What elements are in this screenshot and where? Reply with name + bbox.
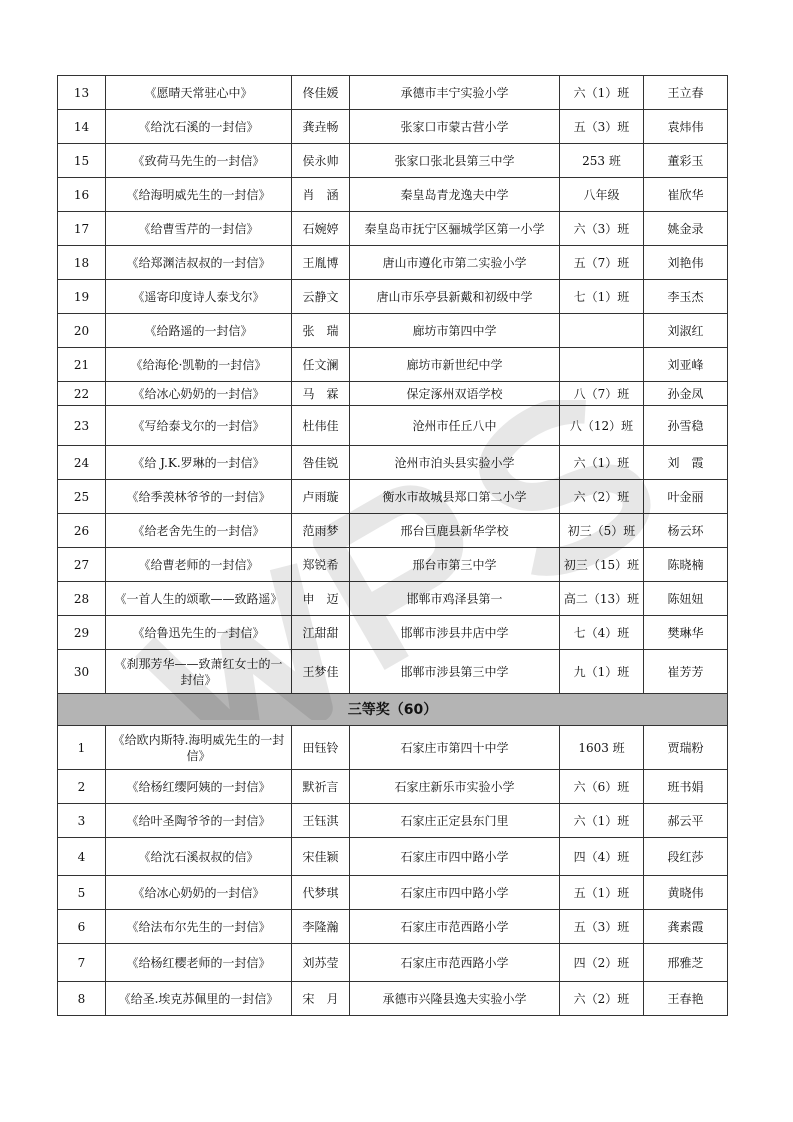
cell-name: 默祈言 (292, 770, 350, 804)
table-row (58, 280, 728, 314)
cell-title: 《给圣.埃克苏佩里的一封信》 (106, 982, 292, 1016)
cell-class: 七（4）班 (560, 616, 644, 650)
cell-no: 21 (58, 348, 106, 382)
table-row (58, 110, 728, 144)
cell-title: 《给季羡林爷爷的一封信》 (106, 480, 292, 514)
award-table (57, 75, 728, 1016)
cell-name: 马 霖 (292, 382, 350, 406)
cell-name: 肖 涵 (292, 178, 350, 212)
cell-school: 邯郸市涉县第三中学 (350, 650, 560, 694)
cell-no: 4 (58, 838, 106, 876)
cell-class: 六（2）班 (560, 982, 644, 1016)
cell-title: 《给叶圣陶爷爷的一封信》 (106, 804, 292, 838)
cell-name: 侯永帅 (292, 144, 350, 178)
cell-teacher: 崔欣华 (644, 178, 728, 212)
cell-name: 王梦佳 (292, 650, 350, 694)
cell-school: 秦皇岛市抚宁区骊城学区第一小学 (350, 212, 560, 246)
cell-class: 七（1）班 (560, 280, 644, 314)
cell-no: 27 (58, 548, 106, 582)
cell-teacher: 董彩玉 (644, 144, 728, 178)
cell-class: 八年级 (560, 178, 644, 212)
cell-name: 刘苏莹 (292, 944, 350, 982)
cell-title: 《愿晴天常驻心中》 (106, 76, 292, 110)
cell-school: 邯郸市鸡泽县第一 (350, 582, 560, 616)
cell-no: 22 (58, 382, 106, 406)
cell-school: 廊坊市新世纪中学 (350, 348, 560, 382)
cell-name: 宋 月 (292, 982, 350, 1016)
cell-school: 唐山市乐亭县新戴和初级中学 (350, 280, 560, 314)
cell-school: 张家口张北县第三中学 (350, 144, 560, 178)
cell-no: 30 (58, 650, 106, 694)
cell-name: 任文澜 (292, 348, 350, 382)
cell-class: 高二（13）班 (560, 582, 644, 616)
cell-no: 15 (58, 144, 106, 178)
cell-title: 《给海伦·凯勒的一封信》 (106, 348, 292, 382)
cell-school: 沧州市任丘八中 (350, 406, 560, 446)
cell-class: 初三（15）班 (560, 548, 644, 582)
cell-teacher: 樊琳华 (644, 616, 728, 650)
table-row (58, 910, 728, 944)
cell-teacher: 贾瑞粉 (644, 726, 728, 770)
cell-school: 保定涿州双语学校 (350, 382, 560, 406)
table-row (58, 650, 728, 694)
cell-school: 石家庄市范西路小学 (350, 944, 560, 982)
cell-class: 四（4）班 (560, 838, 644, 876)
table-row (58, 876, 728, 910)
cell-name: 王胤博 (292, 246, 350, 280)
cell-class: 初三（5）班 (560, 514, 644, 548)
cell-school: 石家庄新乐市实验小学 (350, 770, 560, 804)
cell-title: 《给海明威先生的一封信》 (106, 178, 292, 212)
cell-class: 八（7）班 (560, 382, 644, 406)
table-row (58, 382, 728, 406)
cell-name: 张 瑞 (292, 314, 350, 348)
cell-title: 《给郑渊洁叔叔的一封信》 (106, 246, 292, 280)
table-row (58, 616, 728, 650)
cell-name: 代梦琪 (292, 876, 350, 910)
cell-title: 《给路遥的一封信》 (106, 314, 292, 348)
cell-title: 《一首人生的颂歌——致路遥》 (106, 582, 292, 616)
cell-title: 《给冰心奶奶的一封信》 (106, 382, 292, 406)
cell-class: 五（1）班 (560, 876, 644, 910)
cell-no: 8 (58, 982, 106, 1016)
cell-teacher: 王春艳 (644, 982, 728, 1016)
table-row (58, 446, 728, 480)
cell-teacher: 袁炜伟 (644, 110, 728, 144)
cell-title: 《给欧内斯特.海明威先生的一封信》 (106, 726, 292, 770)
cell-no: 1 (58, 726, 106, 770)
cell-title: 《写给泰戈尔的一封信》 (106, 406, 292, 446)
cell-teacher: 陈晓楠 (644, 548, 728, 582)
cell-class: 九（1）班 (560, 650, 644, 694)
cell-no: 17 (58, 212, 106, 246)
cell-no: 2 (58, 770, 106, 804)
table-row (58, 982, 728, 1016)
table-row (58, 144, 728, 178)
cell-teacher: 刘艳伟 (644, 246, 728, 280)
table-row (58, 314, 728, 348)
table-row (58, 514, 728, 548)
cell-class (560, 314, 644, 348)
cell-school: 承德市兴隆县逸夫实验小学 (350, 982, 560, 1016)
cell-teacher: 杨云环 (644, 514, 728, 548)
cell-teacher: 陈妞妞 (644, 582, 728, 616)
cell-teacher: 孙雪稳 (644, 406, 728, 446)
table-row (58, 582, 728, 616)
cell-teacher: 王立春 (644, 76, 728, 110)
award-list-page (57, 75, 727, 1016)
cell-teacher: 班书娟 (644, 770, 728, 804)
cell-title: 《给杨红樱老师的一封信》 (106, 944, 292, 982)
cell-teacher: 崔芳芳 (644, 650, 728, 694)
cell-title: 《致荷马先生的一封信》 (106, 144, 292, 178)
cell-name: 石婉婷 (292, 212, 350, 246)
cell-school: 石家庄市四中路小学 (350, 838, 560, 876)
cell-teacher: 黄晓伟 (644, 876, 728, 910)
cell-no: 26 (58, 514, 106, 548)
table-row (58, 348, 728, 382)
table-row (58, 944, 728, 982)
cell-teacher: 姚金录 (644, 212, 728, 246)
cell-name: 范雨梦 (292, 514, 350, 548)
cell-class: 五（3）班 (560, 910, 644, 944)
cell-name: 田钰铃 (292, 726, 350, 770)
cell-school: 秦皇岛青龙逸夫中学 (350, 178, 560, 212)
cell-no: 3 (58, 804, 106, 838)
cell-school: 石家庄市四中路小学 (350, 876, 560, 910)
cell-school: 邯郸市涉县井店中学 (350, 616, 560, 650)
cell-teacher: 刘亚峰 (644, 348, 728, 382)
cell-teacher: 邢雅芝 (644, 944, 728, 982)
cell-name: 李隆瀚 (292, 910, 350, 944)
cell-title: 《刹那芳华——致萧红女士的一封信》 (106, 650, 292, 694)
cell-title: 《给杨红缨阿姨的一封信》 (106, 770, 292, 804)
cell-no: 25 (58, 480, 106, 514)
cell-teacher: 李玉杰 (644, 280, 728, 314)
cell-name: 云静文 (292, 280, 350, 314)
cell-class: 253 班 (560, 144, 644, 178)
cell-class: 八（12）班 (560, 406, 644, 446)
cell-no: 14 (58, 110, 106, 144)
table-row (58, 76, 728, 110)
cell-name: 江甜甜 (292, 616, 350, 650)
cell-title: 《给曹雪芹的一封信》 (106, 212, 292, 246)
section-label: 三等奖（60） (58, 694, 728, 726)
cell-no: 19 (58, 280, 106, 314)
cell-no: 7 (58, 944, 106, 982)
cell-class: 六（1）班 (560, 804, 644, 838)
cell-no: 6 (58, 910, 106, 944)
cell-title: 《给老舍先生的一封信》 (106, 514, 292, 548)
cell-name: 龚垚畅 (292, 110, 350, 144)
cell-name: 卢雨璇 (292, 480, 350, 514)
cell-name: 佟佳媛 (292, 76, 350, 110)
table-row (58, 770, 728, 804)
table-row (58, 548, 728, 582)
cell-teacher: 孙金凤 (644, 382, 728, 406)
table-row (58, 480, 728, 514)
cell-teacher: 叶金丽 (644, 480, 728, 514)
table-row (58, 726, 728, 770)
cell-school: 石家庄市第四十中学 (350, 726, 560, 770)
cell-name: 申 迈 (292, 582, 350, 616)
table-row (58, 246, 728, 280)
cell-title: 《给沈石溪的一封信》 (106, 110, 292, 144)
cell-no: 18 (58, 246, 106, 280)
cell-no: 20 (58, 314, 106, 348)
cell-no: 24 (58, 446, 106, 480)
cell-class: 六（2）班 (560, 480, 644, 514)
cell-no: 28 (58, 582, 106, 616)
cell-name: 王钰淇 (292, 804, 350, 838)
award-table-body (58, 76, 728, 1016)
cell-no: 13 (58, 76, 106, 110)
cell-no: 16 (58, 178, 106, 212)
cell-title: 《给曹老师的一封信》 (106, 548, 292, 582)
table-row (58, 178, 728, 212)
table-row (58, 804, 728, 838)
cell-title: 《给鲁迅先生的一封信》 (106, 616, 292, 650)
cell-title: 《给冰心奶奶的一封信》 (106, 876, 292, 910)
cell-school: 张家口市蒙古营小学 (350, 110, 560, 144)
cell-school: 邢台市第三中学 (350, 548, 560, 582)
cell-teacher: 郝云平 (644, 804, 728, 838)
cell-class: 五（3）班 (560, 110, 644, 144)
cell-class: 1603 班 (560, 726, 644, 770)
cell-school: 石家庄市范西路小学 (350, 910, 560, 944)
cell-school: 沧州市泊头县实验小学 (350, 446, 560, 480)
cell-title: 《给 J.K.罗琳的一封信》 (106, 446, 292, 480)
cell-teacher: 刘 霞 (644, 446, 728, 480)
cell-school: 廊坊市第四中学 (350, 314, 560, 348)
cell-school: 石家庄正定县东门里 (350, 804, 560, 838)
cell-class: 五（7）班 (560, 246, 644, 280)
cell-class: 六（6）班 (560, 770, 644, 804)
table-row (58, 406, 728, 446)
cell-class: 六（1）班 (560, 446, 644, 480)
cell-school: 承德市丰宁实验小学 (350, 76, 560, 110)
table-row (58, 838, 728, 876)
cell-title: 《给沈石溪叔叔的信》 (106, 838, 292, 876)
cell-school: 邢台巨鹿县新华学校 (350, 514, 560, 548)
cell-school: 衡水市故城县郑口第二小学 (350, 480, 560, 514)
cell-name: 杜伟佳 (292, 406, 350, 446)
cell-title: 《遥寄印度诗人泰戈尔》 (106, 280, 292, 314)
table-row (58, 212, 728, 246)
cell-class: 四（2）班 (560, 944, 644, 982)
cell-teacher: 段红莎 (644, 838, 728, 876)
cell-class (560, 348, 644, 382)
cell-no: 23 (58, 406, 106, 446)
cell-class: 六（3）班 (560, 212, 644, 246)
cell-no: 29 (58, 616, 106, 650)
cell-name: 郑锐希 (292, 548, 350, 582)
cell-teacher: 刘淑红 (644, 314, 728, 348)
cell-no: 5 (58, 876, 106, 910)
cell-name: 宋佳颖 (292, 838, 350, 876)
cell-school: 唐山市遵化市第二实验小学 (350, 246, 560, 280)
cell-class: 六（1）班 (560, 76, 644, 110)
cell-title: 《给法布尔先生的一封信》 (106, 910, 292, 944)
cell-name: 咎佳锐 (292, 446, 350, 480)
section-header-third-prize (58, 694, 728, 726)
cell-teacher: 龚素霞 (644, 910, 728, 944)
